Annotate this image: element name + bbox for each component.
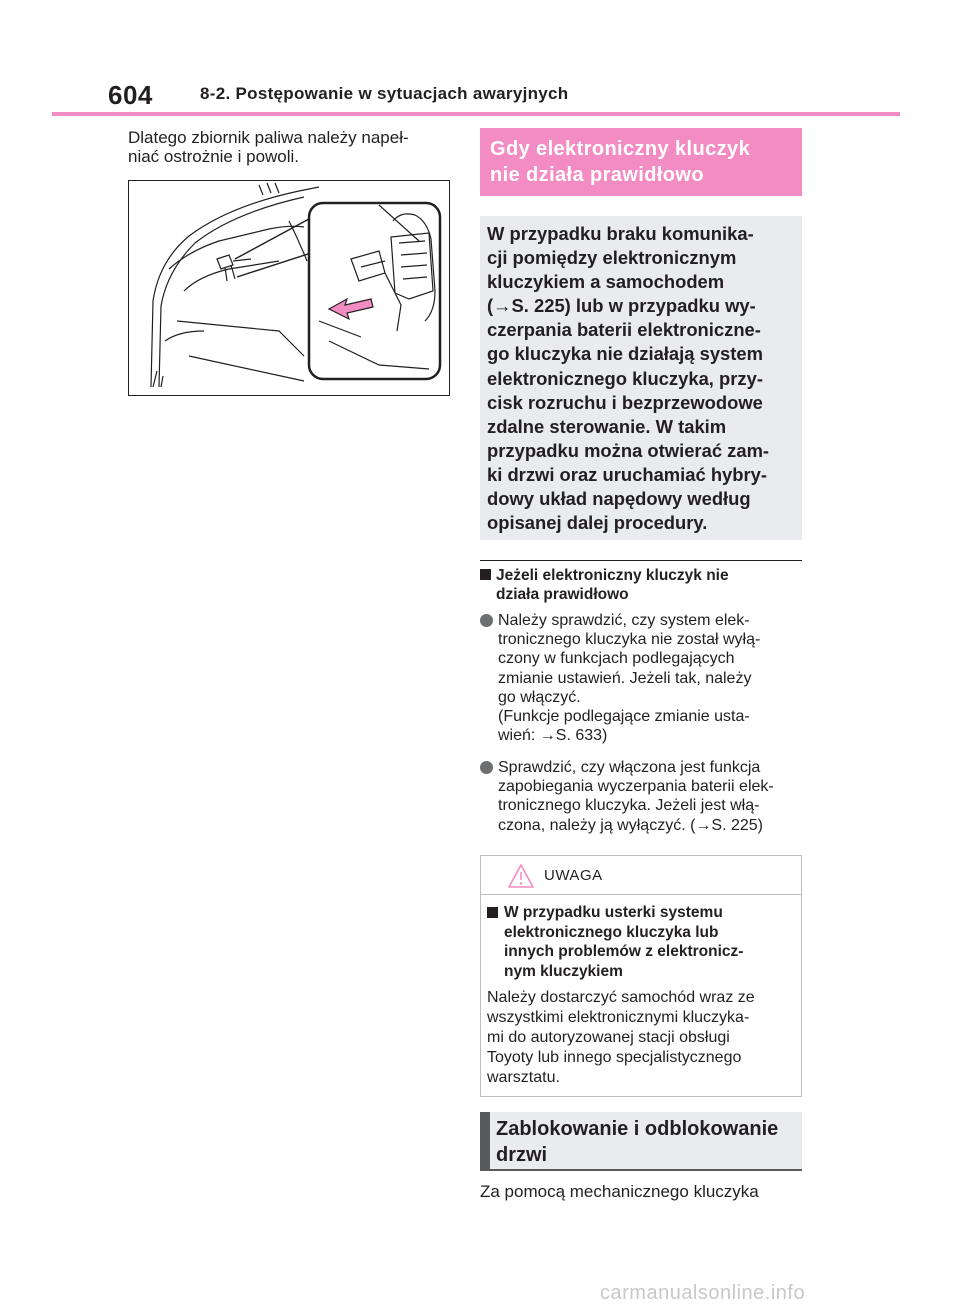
warning-subheading-line: elektronicznego kluczyka lub bbox=[504, 923, 719, 941]
info-line: zdalne sterowanie. W takim bbox=[487, 415, 727, 437]
bullet-line: tronicznego kluczyka nie został wyłą- bbox=[498, 631, 761, 649]
warning-body-line: mi do autoryzowanej stacji obsługi bbox=[487, 1029, 730, 1046]
square-bullet-icon bbox=[487, 907, 498, 918]
subheading-line: Jeżeli elektroniczny kluczyk nie bbox=[496, 567, 729, 584]
bullet-line: tronicznego kluczyka. Jeżeli jest włą- bbox=[498, 797, 760, 815]
bullet-item bbox=[480, 611, 802, 745]
warning-subheading bbox=[487, 903, 787, 981]
heading-line: Gdy elektroniczny kluczyk bbox=[490, 138, 751, 160]
warning-header bbox=[481, 856, 801, 895]
warning-triangle-icon bbox=[507, 863, 535, 889]
info-line: opisanej dalej procedury. bbox=[487, 512, 708, 534]
heading-line: nie działa prawidłowo bbox=[490, 164, 704, 186]
bullet-item bbox=[480, 758, 802, 835]
info-line: ki drzwi oraz uruchamiać hybry- bbox=[487, 463, 768, 485]
heading-line: Zablokowanie i odblokowanie bbox=[496, 1118, 779, 1140]
bullet-line: Sprawdzić, czy włączona jest funkcja bbox=[498, 759, 761, 776]
trunk-illustration bbox=[128, 180, 450, 396]
pink-section-heading bbox=[480, 128, 802, 196]
page-number: 604 bbox=[108, 80, 153, 110]
warning-body-line: warsztatu. bbox=[487, 1069, 560, 1086]
info-line: cji pomiędzy elektronicznym bbox=[487, 247, 737, 269]
circle-bullet-icon bbox=[480, 761, 493, 774]
header-divider bbox=[52, 112, 900, 116]
warning-body-line: wszystkimi elektronicznymi kluczyka- bbox=[487, 1009, 750, 1026]
info-line: czerpania baterii elektroniczne- bbox=[487, 319, 761, 341]
info-box bbox=[480, 216, 802, 540]
info-line: (→S. 225) lub w przypadku wy- bbox=[487, 295, 756, 317]
divider bbox=[480, 560, 802, 561]
info-line: kluczykiem a samochodem bbox=[487, 271, 725, 293]
section-heading bbox=[480, 1112, 802, 1170]
square-bullet-icon bbox=[480, 569, 491, 580]
bullet-line: czony w funkcjach podlegających bbox=[498, 650, 735, 668]
warning-subheading-line: innych problemów z elektronicz- bbox=[504, 943, 744, 960]
body-text: Za pomocą mechanicznego kluczyka bbox=[480, 1182, 759, 1201]
trunk-illustration-drawing bbox=[129, 181, 449, 395]
bullet-line: zmianie ustawień. Jeżeli tak, należy bbox=[498, 669, 752, 687]
warning-body-line: Należy dostarczyć samochód wraz ze bbox=[487, 989, 755, 1006]
circle-bullet-icon bbox=[480, 614, 493, 627]
info-line: przypadku można otwierać zam- bbox=[487, 439, 770, 461]
info-line: cisk rozruchu i bezprzewodowe bbox=[487, 391, 763, 413]
text-line: niać ostrożnie i powoli. bbox=[128, 147, 300, 166]
heading-line: drzwi bbox=[496, 1144, 548, 1166]
warning-subheading-line: nym kluczykiem bbox=[504, 962, 623, 980]
text-line: Dlatego zbiornik paliwa należy napeł- bbox=[128, 128, 409, 147]
bullet-line: (Funkcje podlegające zmianie usta- bbox=[498, 708, 750, 726]
bullet-line: czona, należy ją wyłączyć. (→S. 225) bbox=[498, 816, 763, 834]
bullet-line: go włączyć. bbox=[498, 688, 581, 706]
warning-title: UWAGA bbox=[544, 867, 603, 884]
bullet-line: wień: →S. 633) bbox=[498, 727, 608, 745]
section-title: 8-2. Postępowanie w sytuacjach awaryjnych bbox=[200, 84, 569, 103]
warning-body-line: Toyoty lub innego specjalistycznego bbox=[487, 1049, 742, 1066]
warning-subheading-line: W przypadku usterki systemu bbox=[504, 904, 723, 921]
fuel-tank-note bbox=[128, 128, 450, 166]
bullet-line: Należy sprawdzić, czy system elek- bbox=[498, 612, 750, 629]
heading-underline bbox=[480, 1169, 802, 1171]
bullet-line: zapobiegania wyczerpania baterii elek- bbox=[498, 778, 774, 796]
watermark: carmanualsonline.info bbox=[600, 1282, 806, 1304]
subsection-heading bbox=[480, 566, 802, 604]
info-line: dowy układ napędowy według bbox=[487, 488, 751, 510]
warning-body bbox=[487, 988, 797, 1088]
info-line: go kluczyka nie działają system bbox=[487, 343, 763, 365]
subheading-line: działa prawidłowo bbox=[496, 586, 629, 603]
warning-box bbox=[480, 855, 802, 1097]
info-line: elektronicznego kluczyka, przy- bbox=[487, 367, 763, 389]
info-line: W przypadku braku komunika- bbox=[487, 223, 754, 244]
